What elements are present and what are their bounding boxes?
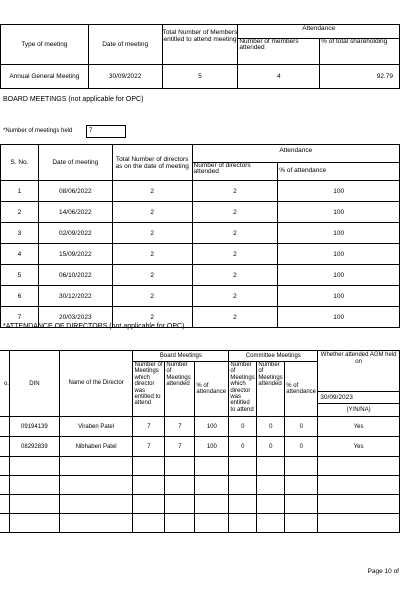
table-row	[1, 244, 400, 265]
board-date-cell: 30/12/2022	[38, 286, 112, 307]
director-c-entitled-cell: 0	[229, 417, 257, 437]
board-date-cell: 20/03/2023	[38, 307, 112, 328]
board-date-cell: 02/09/2022	[38, 223, 112, 244]
agm-header-attendance: Attendance	[238, 25, 400, 39]
board-pct-cell: 100	[278, 286, 400, 307]
board-total-cell: 2	[112, 307, 192, 328]
board-attended-cell: 2	[192, 181, 278, 202]
directors-header-sno: o.	[0, 351, 9, 417]
agm-table	[0, 24, 400, 89]
board-section-title: BOARD MEETINGS (not applicable for OPC)	[3, 96, 144, 103]
board-sno-cell: 4	[1, 244, 39, 265]
agm-header-type: Type of meeting	[1, 25, 89, 65]
board-count-field[interactable]: 7	[86, 125, 126, 138]
agm-header-members-entitled: Total Number of Members entitled to attend meeting	[162, 25, 238, 65]
board-pct-cell: 100	[278, 202, 400, 223]
board-attended-cell: 2	[192, 307, 278, 328]
board-attended-cell: 2	[192, 286, 278, 307]
directors-header-b-attended: Number of Meetings attended	[165, 362, 195, 417]
agm-type-cell: Annual General Meeting	[1, 65, 89, 89]
board-date-cell: 14/06/2022	[38, 202, 112, 223]
agm-attended-cell: 4	[238, 65, 320, 89]
board-attended-cell: 2	[192, 265, 278, 286]
director-b-pct-cell: 100	[195, 437, 229, 457]
table-row	[0, 514, 400, 533]
directors-header-committee: Committee Meetings	[229, 351, 318, 362]
board-sno-cell: 7	[1, 307, 39, 328]
board-pct-cell: 100	[278, 307, 400, 328]
table-row	[0, 437, 400, 457]
director-din-cell: 09194139	[9, 417, 59, 437]
board-date-cell: 15/09/2022	[38, 244, 112, 265]
board-sno-cell: 1	[1, 181, 39, 202]
directors-header-name: Name of the Director	[59, 351, 133, 417]
director-agm-cell: Yes	[318, 437, 400, 457]
board-sno-cell: 6	[1, 286, 39, 307]
board-total-cell: 2	[112, 202, 192, 223]
directors-header-b-entitled: Number of Meetings which director was entitled to attend	[133, 362, 165, 417]
director-c-attended-cell: 0	[257, 417, 285, 437]
directors-header-b-pct: % of attendance	[195, 362, 229, 417]
directors-header-c-entitled: Number of Meetings which director was entitled to attend	[229, 362, 257, 417]
board-header-attended: Number of directors attended	[192, 163, 278, 181]
board-header-attendance: Attendance	[192, 145, 399, 163]
directors-agm-options: (Y/N/NA)	[318, 404, 400, 417]
board-table	[0, 144, 400, 328]
table-row	[0, 476, 400, 495]
director-b-attended-cell: 7	[165, 417, 195, 437]
agm-pct-cell: 92.79	[320, 65, 400, 89]
director-name-cell: Viraben Patel	[59, 417, 133, 437]
director-b-pct-cell: 100	[195, 417, 229, 437]
director-name-cell: Nibhaben Patel	[59, 437, 133, 457]
director-c-entitled-cell: 0	[229, 437, 257, 457]
director-din-cell: 08292839	[9, 437, 59, 457]
board-header-sno: S. No.	[1, 145, 39, 181]
director-c-attended-cell: 0	[257, 437, 285, 457]
agm-header-pct-shareholding: % of total shareholding	[320, 39, 400, 65]
directors-header-agm: Whether attended AGM held on	[318, 351, 400, 392]
table-row	[1, 202, 400, 223]
board-count-label: *Number of meetings held	[3, 128, 73, 134]
table-row	[1, 65, 400, 89]
board-header-pct: % of attendance	[278, 163, 400, 181]
agm-header-date: Date of meeting	[88, 25, 162, 65]
board-attended-cell: 2	[192, 223, 278, 244]
table-row	[1, 223, 400, 244]
board-pct-cell: 100	[278, 223, 400, 244]
director-b-attended-cell: 7	[165, 437, 195, 457]
table-row	[0, 495, 400, 514]
board-total-cell: 2	[112, 181, 192, 202]
director-c-pct-cell: 0	[285, 417, 318, 437]
directors-header-c-pct: % of attendance	[285, 362, 318, 417]
board-total-cell: 2	[112, 223, 192, 244]
board-sno-cell: 5	[1, 265, 39, 286]
page-number: Page 10 of	[367, 568, 399, 575]
directors-header-board: Board Meetings	[133, 351, 229, 362]
agm-header-members-attended: Number of members attended	[238, 39, 320, 65]
board-date-cell: 06/10/2022	[38, 265, 112, 286]
table-row	[0, 417, 400, 437]
table-row	[1, 265, 400, 286]
agm-date-cell: 30/09/2022	[88, 65, 162, 89]
board-attended-cell: 2	[192, 202, 278, 223]
board-total-cell: 2	[112, 244, 192, 265]
table-row	[1, 286, 400, 307]
directors-section-title: *ATTENDANCE OF DIRECTORS (not applicable for OPC)	[3, 323, 185, 330]
board-total-cell: 2	[112, 286, 192, 307]
directors-header-c-attended: Number of Meetings attended	[257, 362, 285, 417]
table-row	[1, 181, 400, 202]
agm-entitled-cell: 5	[162, 65, 238, 89]
director-b-entitled-cell: 7	[133, 437, 165, 457]
board-header-total: Total Number of directors as on the date of meeting	[112, 145, 192, 181]
board-attended-cell: 2	[192, 244, 278, 265]
board-pct-cell: 100	[278, 265, 400, 286]
table-row	[0, 457, 400, 476]
board-total-cell: 2	[112, 265, 192, 286]
board-header-date: Date of meeting	[38, 145, 112, 181]
directors-agm-date: 30/09/2023	[318, 392, 400, 404]
directors-table	[0, 350, 400, 533]
director-c-pct-cell: 0	[285, 437, 318, 457]
board-pct-cell: 100	[278, 181, 400, 202]
board-date-cell: 08/06/2022	[38, 181, 112, 202]
board-sno-cell: 2	[1, 202, 39, 223]
board-sno-cell: 3	[1, 223, 39, 244]
director-agm-cell: Yes	[318, 417, 400, 437]
board-pct-cell: 100	[278, 244, 400, 265]
directors-header-din: DIN	[9, 351, 59, 417]
director-b-entitled-cell: 7	[133, 417, 165, 437]
